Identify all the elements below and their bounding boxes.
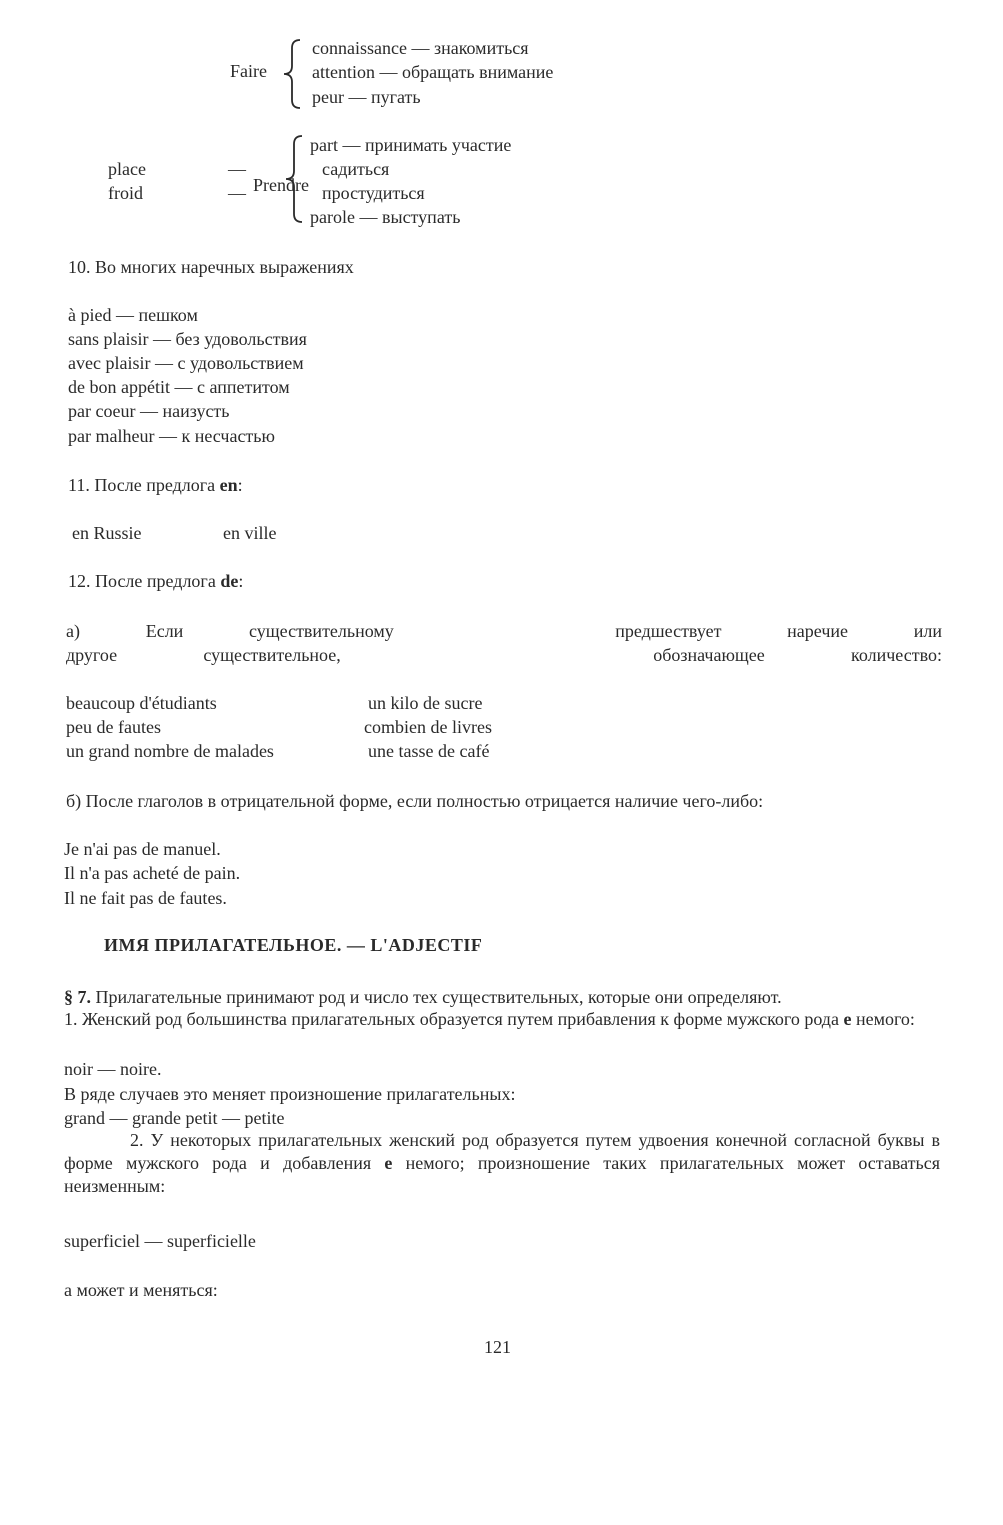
faire-item: connaissance — знакомиться xyxy=(312,38,529,58)
faire-item: attention — обращать внимание xyxy=(312,62,554,82)
negation-example: Je n'ai pas de manuel. xyxy=(64,839,221,859)
prendre-noun: froid xyxy=(108,183,143,203)
adverbial-item: avec plaisir — с удовольствием xyxy=(68,353,304,373)
preposition-en: en xyxy=(219,475,238,495)
faire-brace xyxy=(282,38,304,110)
example-superficiel: superficiel — superficielle xyxy=(64,1231,256,1251)
paragraph-7: § 7. Прилагательные принимают род и число тех существительных, которые они определяют. xyxy=(64,987,782,1007)
rule-b: б) После глаголов в отрицательной форме, если полностью отрицается наличие чего-либо: xyxy=(66,791,764,811)
prendre-verb: Prendre xyxy=(253,175,309,195)
prendre-brace xyxy=(284,134,306,224)
rule-a-line-2: другое существительное, обозначающее количество: xyxy=(66,645,942,665)
section-title: ИМЯ ПРИЛАГАТЕЛЬНОЕ. — L'ADJECTIF xyxy=(104,935,483,955)
adverbial-item: de bon appétit — с аппетитом xyxy=(68,377,290,397)
prendre-item: part — принимать участие xyxy=(310,135,512,155)
section-11-heading: 11. После предлога en: xyxy=(68,475,243,495)
example-en: en Russie xyxy=(72,523,142,543)
adverbial-item: à pied — пешком xyxy=(68,305,198,325)
adverbial-item: sans plaisir — без удовольствия xyxy=(68,329,307,349)
quantity-example: un grand nombre de malades xyxy=(66,741,274,761)
prendre-noun: place xyxy=(108,159,146,179)
quantity-example: combien de livres xyxy=(364,717,492,737)
rule-a-line-1: а) Если существительному предшествует наречие или xyxy=(66,621,942,641)
adverbial-item: par malheur — к несчастью xyxy=(68,426,275,446)
page-number: 121 xyxy=(484,1337,511,1357)
quantity-example: beaucoup d'étudiants xyxy=(66,693,217,713)
faire-item: peur — пугать xyxy=(312,87,421,107)
section-12-heading: 12. После предлога de: xyxy=(68,571,244,591)
negation-example: Il ne fait pas de fautes. xyxy=(64,888,227,908)
negation-example: Il n'a pas acheté de pain. xyxy=(64,863,241,883)
prendre-item: садиться xyxy=(322,159,390,179)
example-en: en ville xyxy=(223,523,277,543)
paragraph-doubling-rule: 2. У некоторых прилагательных женский род образуется путем удвоения конечной согласной буквы в форме мужского рода и добавления e немого; произношение таких прилагательных может оставаться неизменным: xyxy=(64,1130,940,1196)
quantity-example: un kilo de sucre xyxy=(368,693,483,713)
faire-verb: Faire xyxy=(230,61,267,81)
quantity-example: peu de fautes xyxy=(66,717,161,737)
preposition-de: de xyxy=(220,571,239,591)
adverbial-item: par coeur — наизусть xyxy=(68,401,230,421)
example-grand-petit: grand — grande petit — petite xyxy=(64,1108,285,1128)
paragraph-pronunciation: В ряде случаев это меняет произношение прилагательных: xyxy=(64,1084,516,1104)
section-10-heading: 10. Во многих наречных выражениях xyxy=(68,257,354,277)
prendre-dash: — xyxy=(228,183,246,203)
prendre-dash: — xyxy=(228,159,246,179)
paragraph-feminine-rule: 1. Женский род большинства прилагательных образуется путем прибавления к форме мужского рода e немого: xyxy=(64,1009,915,1029)
paragraph-may-change: а может и меняться: xyxy=(64,1280,218,1300)
quantity-example: une tasse de café xyxy=(368,741,490,761)
prendre-item: простудиться xyxy=(322,183,425,203)
prendre-item: parole — выступать xyxy=(310,207,461,227)
example-noir: noir — noire. xyxy=(64,1059,162,1079)
